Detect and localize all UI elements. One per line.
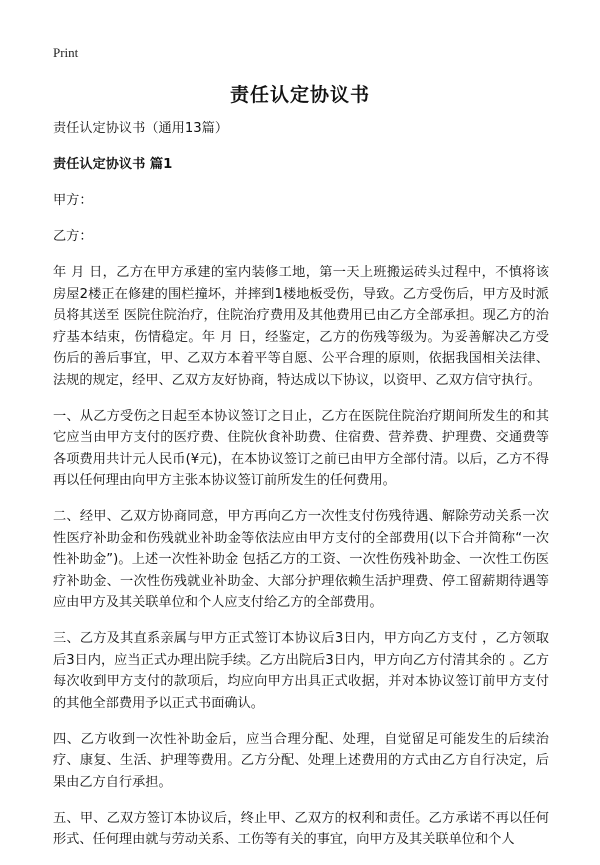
paragraph-clause-1: 一、从乙方受伤之日起至本协议签订之日止，乙方在医院住院治疗期间所发生的和其它应当由甲方支付的医疗费、住院伙食补助费、住宿费、营养费、护理费、交通费等各项费用共计元人民币(¥元)，在本协议签订之前已由甲方全部付清。以后，乙方不得再以任何理由向甲方主张本协议签订前所发生的任何费用。 (53, 408, 549, 488)
paragraph-clause-4: 四、乙方收到一次性补助金后，应当合理分配、处理，自觉留足可能发生的后续治疗、康复、生活、护理等费用。乙方分配、处理上述费用的方式由乙方自行决定，后果由乙方自行承担。 (53, 731, 549, 790)
document-title: 责任认定协议书 (229, 84, 370, 106)
print-link[interactable]: Print (53, 45, 79, 60)
document-body (53, 118, 549, 865)
party-b-label: 乙方： (53, 229, 93, 244)
paragraph-clause-2: 二、经甲、乙双方协商同意，甲方再向乙方一次性支付伤残待遇、解除劳动关系一次性医疗补助金和伤残就业补助金等依法应由甲方支付的全部费用(以下合并简称“一次性补助金”)。上述一次性补助金 包括乙方的工资、一次性伤残补助金、一次性工伤医疗补助金、一次性伤残就业补助金、大部分护理依赖生活护理费、停工留薪期待遇等应由甲方及其关联单位和个人应支付给乙方的全部费用。 (53, 509, 549, 610)
paragraph-clause-3: 三、乙方及其直系亲属与甲方正式签订本协议后3日内，甲方向乙方支付 ，乙方领取后3日内，应当正式办理出院手续。乙方出院后3日内，甲方向乙方付清其余的 。乙方每次收到甲方支付的款项后，均应向甲方出具正式收据，并对本协议签订前甲方支付的其他全部费用予以正式书面确认。 (53, 631, 549, 711)
party-a-label: 甲方： (53, 193, 93, 208)
section-heading: 责任认定协议书 篇1 (53, 157, 173, 172)
paragraph-preamble: 年 月 日，乙方在甲方承建的室内装修工地，第一天上班搬运砖头过程中，不慎将该房屋2楼正在修建的围栏撞坏，并摔到1楼地板受伤，导致。乙方受伤后，甲方及时派员将其送至 医院住院治疗，住院治疗费用及其他费用已由乙方全部承担。现乙方的治疗基本结束，伤情稳定。年 月 日，经鉴定，乙方的伤残等级为。为妥善解决乙方受伤后的善后事宜，甲、乙双方本着平等自愿、公平合理的原则，依据我国相关法律、法规的规定，经甲、乙双方友好协商，特达成以下协议，以资甲、乙双方信守执行。 (53, 265, 549, 388)
document-subtitle: 责任认定协议书（通用13篇） (53, 121, 229, 136)
paragraph-clause-5: 五、甲、乙双方签订本协议后，终止甲、乙双方的权利和责任。乙方承诺不再以任何形式、任何理由就与劳动关系、工伤等有关的事宜，向甲方及其关联单位和个人 (53, 810, 549, 847)
